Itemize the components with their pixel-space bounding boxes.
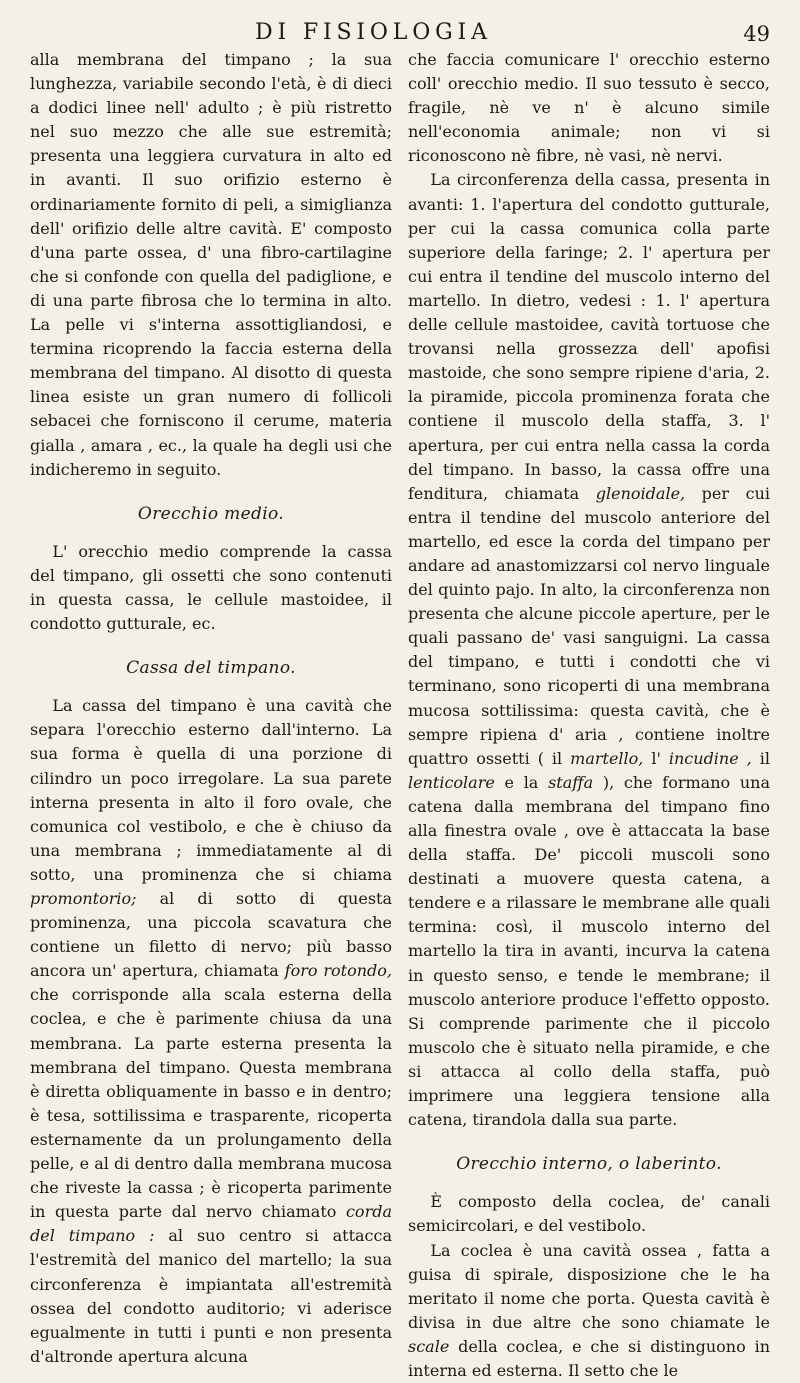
italic-term: incudine , (669, 749, 752, 768)
paragraph (30, 694, 392, 1369)
text-run: che corrisponde alla scala esterna della coclea, e che è parimente chiusa da una membrana. La parte esterna presenta la membrana del timpano. Questa membrana è diretta obliquamente in basso e in dentro; è tesa, sottilissima e trasparente, ricoperta esternamente da un prolungamento della pelle, e al di dentro dalla membrana mucosa che riveste la cassa ; è ricoperta parimente in questa parte dal nervo chiamato (30, 985, 392, 1221)
paragraph: È composto della coclea, de' canali semicircolari, e del vestibolo. (408, 1190, 770, 1238)
paragraph: L' orecchio medio comprende la cassa del timpano, gli ossetti che sono contenuti in questa cassa, le cellule mastoidee, il condotto gutturale, ec. (30, 540, 392, 636)
running-head-title: DI FISIOLOGIA (255, 20, 492, 45)
italic-term: foro rotondo, (285, 961, 392, 980)
page-number: 49 (743, 22, 770, 46)
text-columns (30, 48, 770, 1383)
text-run: per cui entra il tendine del muscolo anteriore del martello, ed esce la corda del timpano per andare ad anastomizzarsi col nervo linguale del quinto pajo. In alto, la circonferenza non presenta che alcune piccole aperture, per le quali passano de' vasi sanguigni. La cassa del timpano, e tutti i condotti che vi terminano, sono ricoperti di una membrana mucosa sottilissima: questa cavità, che è sempre ripiena d' aria , contiene inoltre quattro ossetti ( il (408, 484, 770, 768)
paragraph (408, 1239, 770, 1383)
running-head (30, 18, 770, 48)
left-column (30, 48, 392, 1383)
text-run: La cassa del timpano è una cavità che separa l'orecchio esterno dall'interno. La sua forma è quella di una porzione di cilindro un poco irregolare. La sua parete interna presenta in alto il foro ovale, che comunica col vestibolo, e che è chiuso da una membrana ; immediatamente al di sotto, una prominenza che si chiama (30, 696, 392, 884)
right-column (408, 48, 770, 1383)
text-run: ), che formano una catena dalla membrana del timpano fino alla finestra ovale , ove è attaccata la base della staffa. De' piccoli muscoli sono destinati a muovere questa catena, a tendere e a rilassare le membrane alle quali termina: così, il muscolo interno del martello la tira in avanti, incurva la catena in questo senso, e tende le membrane; il muscolo anteriore produce l'effetto opposto. Si comprende parimente che il piccolo muscolo che è situato nella piramide, e che si attacca al collo della staffa, può imprimere una leggiera tensione alla catena, tirandola dalla sua parte. (408, 773, 770, 1129)
italic-term: promontorio; (30, 889, 136, 908)
italic-term: lenticolare (408, 773, 495, 792)
italic-term: corda del timpano : (30, 1202, 392, 1245)
paragraph: alla membrana del timpano ; la sua lunghezza, variabile secondo l'età, è di dieci a dodici linee nell' adulto ; è più ristretto nel suo mezzo che alle sue estremità; presenta una leggiera curvatura in alto ed in avanti. Il suo orifizio esterno è ordinariamente fornito di peli, a simiglianza dell' orifizio delle altre cavità. E' composto d'una parte ossea, d' una fibro-cartilagine che si confonde con quella del padiglione, e di una parte fibrosa che lo termina in alto. La pelle vi s'interna assottigliandosi, e termina ricoprendo la faccia esterna della membrana del timpano. Al disotto di questa linea esiste un gran numero di follicoli sebacei che forniscono il cerume, materia gialla , amara , ec., la quale ha degli usi che indicheremo in seguito. (30, 48, 392, 482)
text-run: l' (643, 749, 669, 768)
text-run: e la (495, 773, 548, 792)
text-run: al di sotto di questa prominenza, una piccola scavatura che contiene un filetto di nervo; più basso ancora un' apertura, chiamata (30, 889, 392, 980)
italic-term: martello, (570, 749, 643, 768)
italic-term: scale (408, 1337, 449, 1356)
section-title-orecchio-medio: Orecchio medio. (30, 502, 392, 526)
section-title-orecchio-interno: Orecchio interno, o laberinto. (408, 1152, 770, 1176)
text-run: al suo centro si attacca l'estremità del manico del martello; la sua circonferenza è impiantata all'estremità ossea del condotto auditorio; vi aderisce egualmente in tutti i punti e non presenta d'altronde apertura alcuna (30, 1226, 392, 1365)
text-run: La circonferenza della cassa, presenta in avanti: 1. l'apertura del condotto gutturale, per cui la cassa comunica colla parte superiore della faringe; 2. l' apertura per cui entra il tendine del muscolo interno del martello. In dietro, vedesi : 1. l' apertura delle cellule mastoidee, cavità tortuose che trovansi nella grossezza dell' apofisi mastoide, che sono sempre ripiene d'aria, 2. la piramide, piccola prominenza forata che contiene il muscolo della staffa, 3. l' apertura, per cui entra nella cassa la corda del timpano. In basso, la cassa offre una fenditura, chiamata (408, 170, 770, 502)
italic-term: glenoidale, (596, 484, 685, 503)
text-run: della coclea, e che si distinguono in interna ed esterna. Il setto che le (408, 1337, 770, 1380)
italic-term: staffa (548, 773, 593, 792)
paragraph (408, 168, 770, 1132)
section-title-cassa-del-timpano: Cassa del timpano. (30, 656, 392, 680)
text-run: il (752, 749, 770, 768)
text-run: La coclea è una cavità ossea , fatta a guisa di spirale, disposizione che le ha meritato il nome che porta. Questa cavità è divisa in due altre che sono chiamate le (408, 1241, 770, 1332)
paragraph: che faccia comunicare l' orecchio esterno coll' orecchio medio. Il suo tessuto è secco, fragile, nè ve n' è alcuno simile nell'economia animale; non vi si riconoscono nè fibre, nè vasi, nè nervi. (408, 48, 770, 168)
